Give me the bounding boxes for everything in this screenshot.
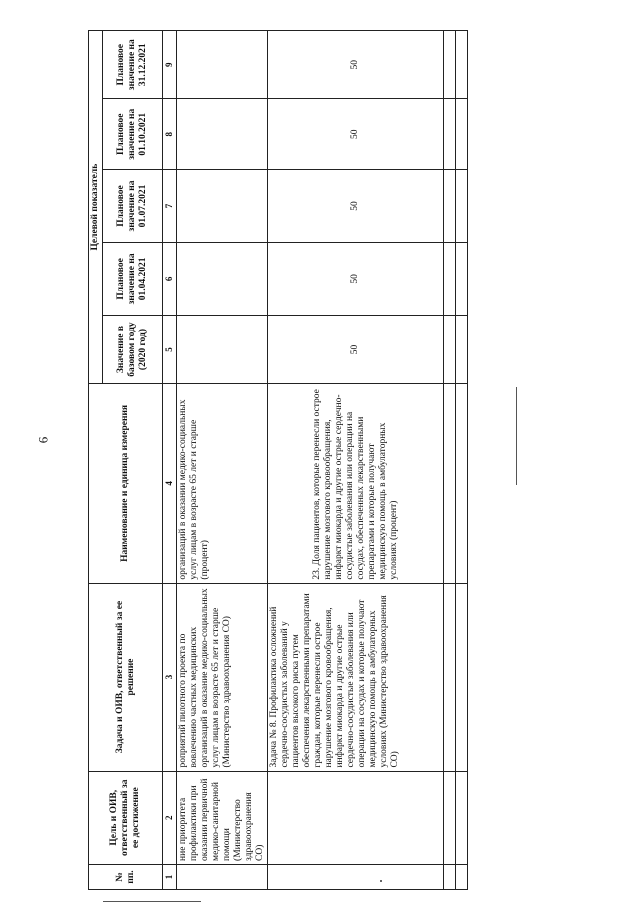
- blank-cell: [444, 384, 456, 583]
- row1-q3: [177, 99, 268, 170]
- blank-cell: [444, 771, 456, 864]
- row1-q2: [177, 170, 268, 243]
- blank-cell: [444, 170, 456, 243]
- blank-cell: [456, 242, 468, 315]
- row2-q4: 50: [268, 31, 444, 99]
- header-task: Задача и ОИВ, ответственный за ее решение: [89, 583, 163, 771]
- row2-goal: [268, 771, 444, 864]
- blank-cell: [456, 384, 468, 583]
- rotated-table-container: [88, 30, 468, 890]
- blank-cell: [456, 864, 468, 889]
- row1-q4: [177, 31, 268, 99]
- row2-base: 50: [268, 315, 444, 383]
- blank-cell: [456, 170, 468, 243]
- col-number-9: 9: [163, 31, 177, 99]
- header-no: № пп.: [89, 864, 163, 889]
- blank-cell: [444, 99, 456, 170]
- row1-base: [177, 315, 268, 383]
- blank-cell: [444, 583, 456, 771]
- horizontal-rule: [516, 387, 517, 485]
- blank-cell: [456, 771, 468, 864]
- blank-cell: [456, 315, 468, 383]
- page-number: 6: [35, 436, 51, 444]
- blank-cell: [444, 864, 456, 889]
- row1-unit: организаций в оказании медико-социальных услуг лицам в возрасте 65 лет и старше (процент): [177, 384, 268, 583]
- header-goal: Цель и ОИВ, ответственный за ее достижение: [89, 771, 163, 864]
- blank-cell: [444, 31, 456, 99]
- col-number-8: 8: [163, 99, 177, 170]
- target-indicators-table: [88, 30, 468, 890]
- row2-number: [268, 864, 444, 889]
- row1-q1: [177, 242, 268, 315]
- header-q4: Плановое значение на 31.12.2021: [103, 31, 163, 99]
- header-base: Значение в базовом году (2020 год): [103, 315, 163, 383]
- header-target-group: Целевой показатель: [89, 31, 103, 384]
- header-q1: Плановое значение на 01.04.2021: [103, 242, 163, 315]
- col-number-4: 4: [163, 384, 177, 583]
- row1-goal: ние приоритета профилактики при оказании первичной медико-санитарной помощи (Министерство здравоохранения СО): [177, 771, 268, 864]
- row1-number: [177, 864, 268, 889]
- row2-unit: 23. Доля пациентов, которые перенесли острое нарушение мозгового кровообращения, инфаркт миокарда и другие острые сердечно-сосудистые заболевания или операции на сосудах, обеспеченных лекарственными препаратами и которые получают медицинскую помощь в амбулаторных условиях (процент): [268, 384, 444, 583]
- col-number-1: 1: [163, 864, 177, 889]
- footnote-rule: [103, 901, 201, 902]
- col-number-5: 5: [163, 315, 177, 383]
- blank-cell: [444, 242, 456, 315]
- row2-task: Задача № 8. Профилактика осложнений сердечно-сосудистых заболеваний у пациентов высокого риска путем обеспечения лекарственными препаратами граждан, которые перенесли острое нарушение мозгового кровообращения, инфаркт миокарда и другие острые сердечно-сосудистые заболевания или операции на сосудах и которые получают медицинскую помощь в амбулаторных условиях (Министерство здравоохранения СО): [268, 583, 444, 771]
- blank-cell: [444, 315, 456, 383]
- row2-q2: 50: [268, 170, 444, 243]
- col-number-7: 7: [163, 170, 177, 243]
- blank-cell: [456, 31, 468, 99]
- row2-q1: 50: [268, 242, 444, 315]
- header-q3: Плановое значение на 01.10.2021: [103, 99, 163, 170]
- row2-q3: 50: [268, 99, 444, 170]
- col-number-2: 2: [163, 771, 177, 864]
- header-q2: Плановое значение на 01.07.2021: [103, 170, 163, 243]
- blank-cell: [456, 99, 468, 170]
- row1-task: роприятий пилотного проекта по вовлечению частных медицинских организаций в оказание медико-социальных услуг лицам в возрасте 65 лет и старше (Министерство здравоохранения СО): [177, 583, 268, 771]
- blank-cell: [456, 583, 468, 771]
- header-unit: Наименование и единица измерения: [89, 384, 163, 583]
- col-number-6: 6: [163, 242, 177, 315]
- col-number-3: 3: [163, 583, 177, 771]
